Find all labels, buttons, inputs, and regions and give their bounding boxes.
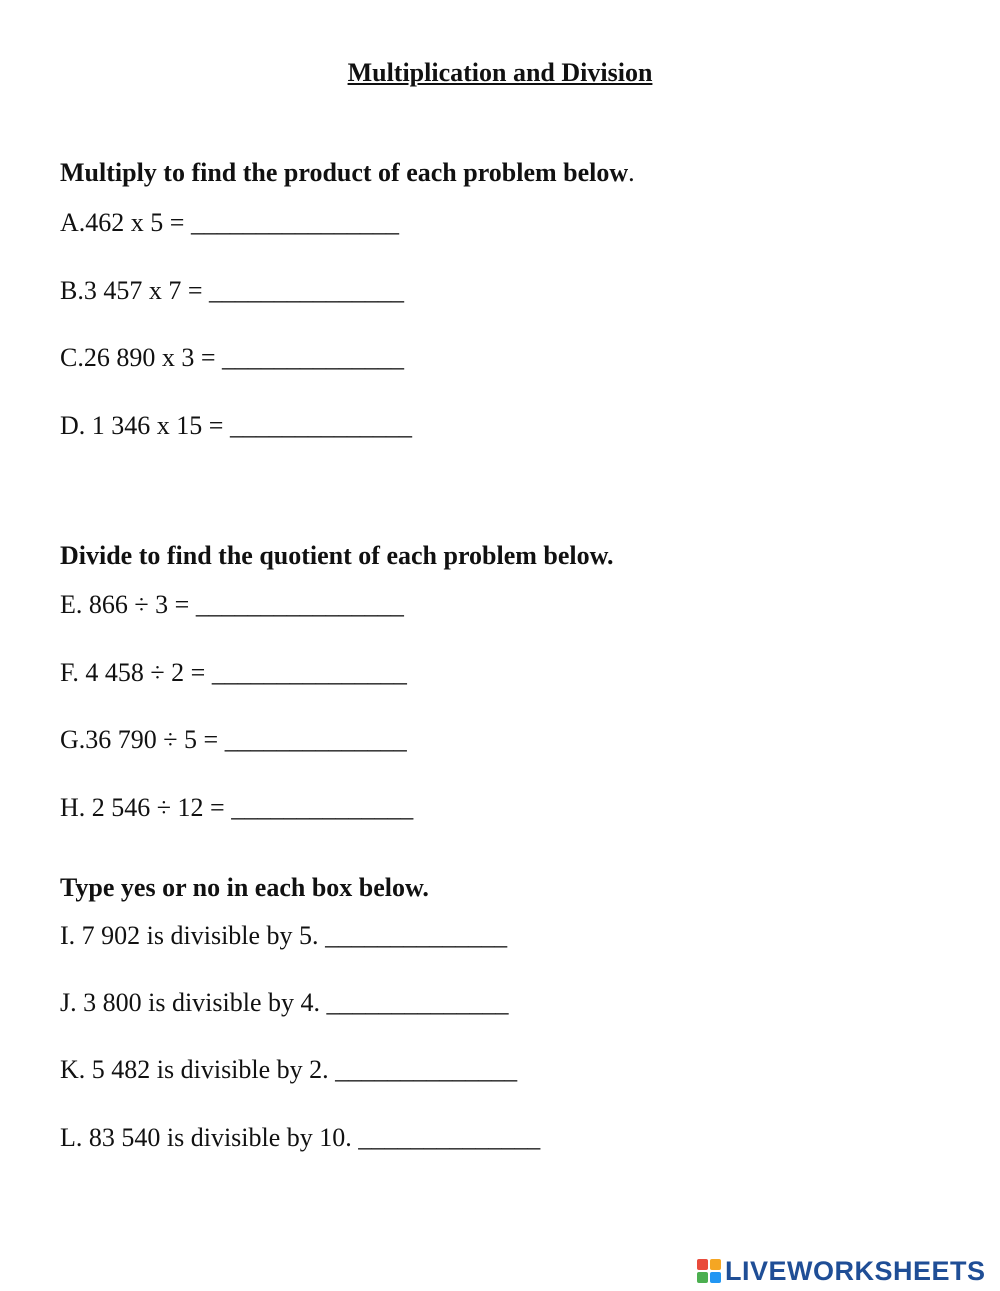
problem-f-text: F. 4 458 ÷ 2 =	[60, 658, 212, 687]
logo-square-1	[697, 1259, 708, 1270]
problem-d	[60, 411, 412, 441]
answer-box-j[interactable]: ______________	[326, 988, 509, 1017]
answer-blank-b[interactable]: _______________	[209, 276, 405, 305]
answer-blank-c[interactable]: ______________	[222, 343, 405, 372]
multiply-section-heading	[60, 158, 635, 188]
multiply-heading-text: Multiply to find the product of each problem below	[60, 158, 629, 187]
problem-c	[60, 343, 404, 373]
answer-blank-e[interactable]: ________________	[195, 590, 404, 619]
problem-g-text: G.36 790 ÷ 5 =	[60, 725, 225, 754]
logo-square-3	[697, 1272, 708, 1283]
problem-a	[60, 208, 399, 238]
answer-blank-d[interactable]: ______________	[229, 411, 412, 440]
problem-l-text: L. 83 540 is divisible by 10.	[60, 1123, 359, 1152]
logo-text: LIVEWORKSHEETS	[725, 1255, 986, 1286]
problem-f	[60, 658, 407, 688]
problem-b-text: B.3 457 x 7 =	[60, 276, 210, 305]
multiply-heading-period: .	[628, 158, 635, 187]
problem-k-text: K. 5 482 is divisible by 2.	[60, 1055, 336, 1084]
problem-d-text: D. 1 346 x 15 =	[60, 411, 230, 440]
problem-i	[60, 921, 507, 951]
problem-b	[60, 276, 404, 306]
answer-blank-h[interactable]: ______________	[231, 793, 414, 822]
problem-j-text: J. 3 800 is divisible by 4.	[60, 988, 327, 1017]
problem-k	[60, 1055, 517, 1085]
problem-h-text: H. 2 546 ÷ 12 =	[60, 793, 232, 822]
liveworksheets-logo	[697, 1256, 986, 1286]
problem-e	[60, 590, 404, 620]
answer-box-k[interactable]: ______________	[335, 1055, 518, 1084]
problem-l	[60, 1123, 540, 1153]
problem-h	[60, 793, 413, 823]
answer-blank-a[interactable]: ________________	[190, 208, 399, 237]
problem-c-text: C.26 890 x 3 =	[60, 343, 223, 372]
problem-j	[60, 988, 509, 1018]
answer-box-l[interactable]: ______________	[358, 1123, 541, 1152]
worksheet-title: Multiplication and Division	[347, 58, 653, 87]
logo-square-4	[710, 1272, 721, 1283]
divisibility-section-heading: Type yes or no in each box below.	[60, 873, 429, 902]
logo-square-2	[710, 1259, 721, 1270]
liveworksheets-logo-icon	[697, 1259, 721, 1283]
problem-i-text: I. 7 902 is divisible by 5.	[60, 921, 326, 950]
problem-e-text: E. 866 ÷ 3 =	[60, 590, 196, 619]
answer-box-i[interactable]: ______________	[325, 921, 508, 950]
answer-blank-g[interactable]: ______________	[224, 725, 407, 754]
problem-g	[60, 725, 407, 755]
problem-a-text: A.462 x 5 =	[60, 208, 191, 237]
answer-blank-f[interactable]: _______________	[211, 658, 407, 687]
divide-section-heading: Divide to find the quotient of each problem below.	[60, 541, 614, 570]
